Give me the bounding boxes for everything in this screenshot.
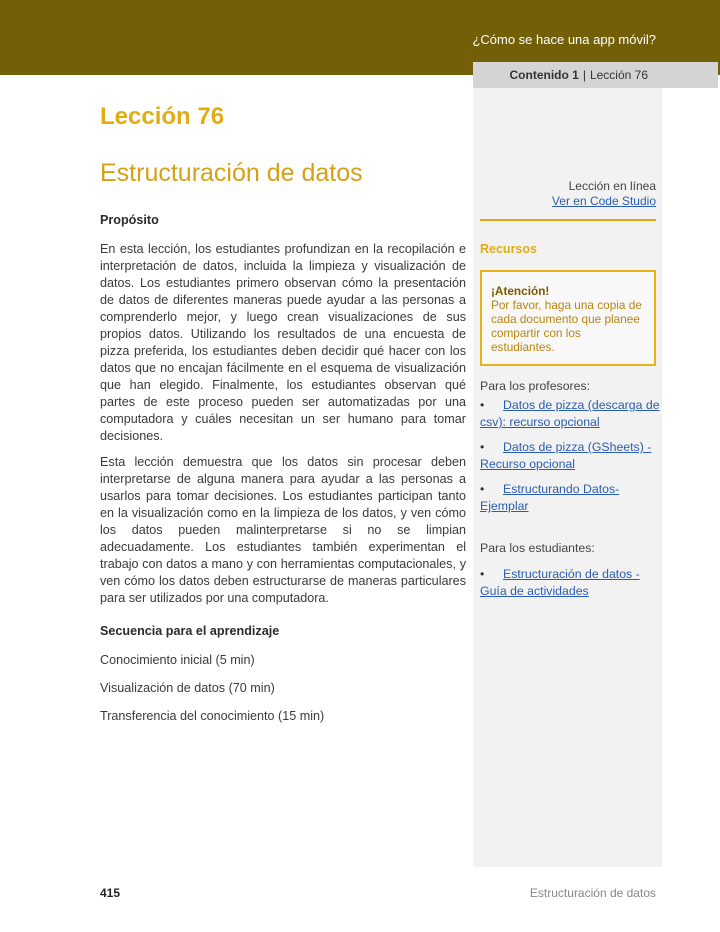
sequence-item: Visualización de datos (70 min): [100, 681, 275, 695]
bullet: •: [480, 482, 485, 496]
sequence-item: Transferencia del conocimiento (15 min): [100, 709, 325, 723]
breadcrumb-separator: |: [582, 68, 586, 82]
teacher-resource-item: [480, 481, 660, 515]
pizza-data-csv-link[interactable]: Datos de pizza (descarga de csv): recurso opcional: [480, 398, 660, 429]
page-number: 415: [100, 886, 121, 900]
running-footer-title: Estructuración de datos: [529, 886, 656, 900]
bullet: •: [480, 398, 485, 412]
structuring-data-exemplar-link[interactable]: Estructurando Datos- Ejemplar: [480, 482, 620, 513]
sidebar-divider: [480, 219, 656, 221]
course-title: ¿Cómo se hace una app móvil?: [472, 32, 656, 47]
students-label: Para los estudiantes:: [480, 541, 595, 555]
bullet: •: [480, 567, 485, 581]
lesson-label: Lección 76: [589, 68, 648, 82]
unit-breadcrumb: [473, 62, 718, 88]
sequence-heading: Secuencia para el aprendizaje: [100, 624, 280, 638]
online-lesson-label: Lección en línea: [568, 179, 656, 193]
activity-guide-link[interactable]: Estructuración de datos - Guía de actividades: [480, 567, 640, 598]
lesson-title: Estructuración de datos: [100, 159, 363, 187]
purpose-paragraph-1: En esta lección, los estudiantes profundizan en la recopilación e interpretación de datos, incluida la limpieza y visualización de datos. Los estudiantes primero observan cómo la presentación de datos de diferentes maneras puede ayudar a las personas a comprenderlo mejor, y luego crean visualizaciones de sus propios datos. Utilizando los resultados de una encuesta de pizza preferida, los estudiantes deben decidir qué hacer con los datos que no encajan fácilmente en el esquema de visualización que han elegido. Finalmente, los estudiantes observan qué partes de este proceso pueden ser automatizadas por una computadora y cuáles necesitan un ser humano para tomar decisiones.: [100, 242, 466, 443]
pizza-data-gsheets-link[interactable]: Datos de pizza (GSheets) - Recurso opcional: [480, 440, 652, 471]
code-studio-link[interactable]: Ver en Code Studio: [551, 194, 656, 208]
student-resource-item: [480, 566, 660, 600]
purpose-heading: Propósito: [100, 213, 159, 227]
teachers-label: Para los profesores:: [480, 379, 591, 393]
sequence-item: Conocimiento inicial (5 min): [100, 653, 255, 667]
teacher-resource-item: [480, 439, 660, 473]
purpose-paragraph-2: Esta lección demuestra que los datos sin procesar deben interpretarse de alguna manera para ayudar a las personas a usarlos para tomar decisiones. Los estudiantes participan tanto en la visualización como en la limpieza de los datos, y ven cómo los datos pueden malinterpretarse si no se limpian adecuadamente. Los estudiantes también experimentan el trabajo con datos a mano y con herramientas computacionales, y ven cómo los datos deben estructurarse de maneras particulares para ser utilizados por una computadora.: [100, 455, 466, 605]
callout-body: Por favor, haga una copia de cada documento que planee compartir con los estudiantes.: [491, 298, 642, 354]
bullet: •: [480, 440, 485, 454]
attention-callout: [480, 270, 656, 366]
resources-heading: Recursos: [480, 242, 537, 256]
unit-label: Contenido 1: [509, 68, 579, 82]
callout-title: ¡Atención!: [491, 284, 550, 298]
lesson-number-heading: Lección 76: [100, 103, 225, 130]
teacher-resource-item: [480, 397, 660, 431]
online-lesson-block: [552, 179, 656, 209]
